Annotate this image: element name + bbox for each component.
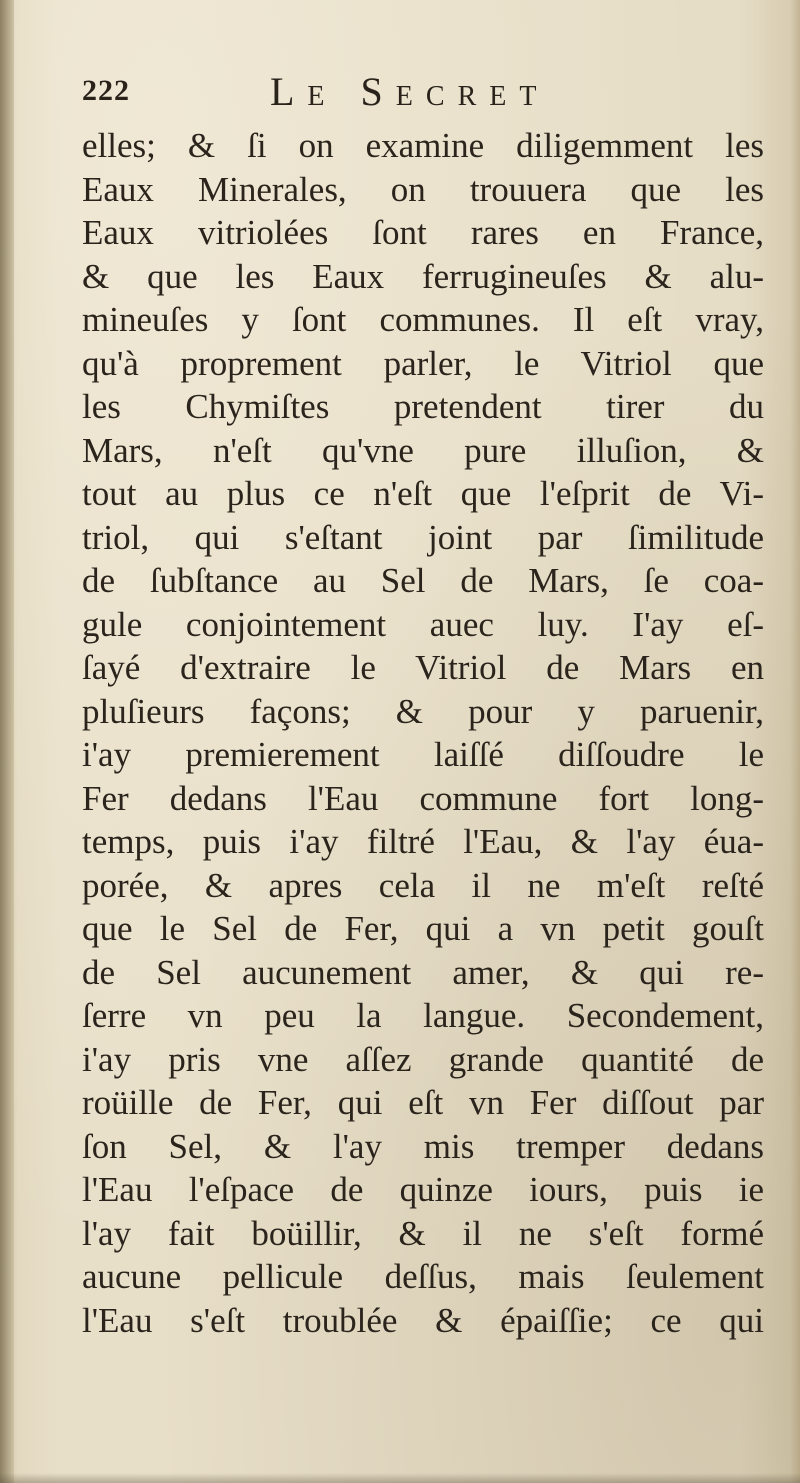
text-line: ſon Sel, & l'ay mis tremper dedans bbox=[82, 1126, 764, 1166]
running-head: Le Secret bbox=[270, 69, 550, 114]
text-line: qu'à proprement parler, le Vitriol que bbox=[82, 343, 764, 383]
text-line: pluſieurs façons; & pour y paruenir, bbox=[82, 691, 764, 731]
text-line: Eaux Minerales, on trouuera que les bbox=[82, 169, 764, 209]
text-line: mineuſes y ſont communes. Il eſt vray, bbox=[82, 300, 764, 339]
text-line: que le Sel de Fer, qui a vn petit gouſt bbox=[82, 909, 764, 948]
text-line: les Chymiſtes pretendent tirer du bbox=[82, 387, 764, 426]
text-line: gule conjointement auec luy. I'ay eſ- bbox=[82, 604, 764, 644]
text-line: ſayé d'extraire le Vitriol de Mars en bbox=[82, 648, 764, 687]
text-line: triol, qui s'eſtant joint par ſimilitude bbox=[82, 517, 764, 557]
text-line: tout au plus ce n'eſt que l'eſprit de Vi- bbox=[82, 474, 764, 513]
text-line: de ſubſtance au Sel de Mars, ſe coa- bbox=[82, 561, 764, 600]
text-line: l'Eau l'eſpace de quinze iours, puis ie bbox=[82, 1170, 764, 1209]
text-line: temps, puis i'ay filtré l'Eau, & l'ay éua- bbox=[82, 822, 764, 861]
text-line: roüille de Fer, qui eſt vn Fer diſſout par bbox=[82, 1083, 764, 1122]
text-line: Eaux vitriolées ſont rares en France, bbox=[82, 213, 764, 252]
text-line: i'ay pris vne aſſez grande quantité de bbox=[82, 1039, 764, 1079]
text-line: elles; & ſi on examine diligemment les bbox=[82, 126, 764, 165]
text-line: Mars, n'eſt qu'vne pure illuſion, & bbox=[82, 430, 764, 470]
text-line: & que les Eaux ferrugineuſes & alu- bbox=[82, 256, 764, 296]
text-line: l'Eau s'eſt troublée & épaiſſie; ce qui bbox=[82, 1300, 764, 1340]
page-header bbox=[82, 66, 762, 118]
text-line: l'ay fait boüillir, & il ne s'eſt formé bbox=[82, 1213, 764, 1253]
page-bottom-shadow bbox=[0, 1473, 800, 1483]
text-line: de Sel aucunement amer, & qui re- bbox=[82, 952, 764, 992]
body-text bbox=[82, 124, 764, 1342]
text-line: ſerre vn peu la langue. Secondement, bbox=[82, 996, 764, 1035]
page-gutter-shadow bbox=[0, 0, 14, 1483]
text-line: Fer dedans l'Eau commune fort long- bbox=[82, 778, 764, 818]
text-line: i'ay premierement laiſſé diſſoudre le bbox=[82, 735, 764, 774]
text-line: aucune pellicule deſſus, mais ſeulement bbox=[82, 1257, 764, 1296]
text-line: porée, & apres cela il ne m'eſt reſté bbox=[82, 865, 764, 905]
page-number: 222 bbox=[82, 74, 130, 107]
